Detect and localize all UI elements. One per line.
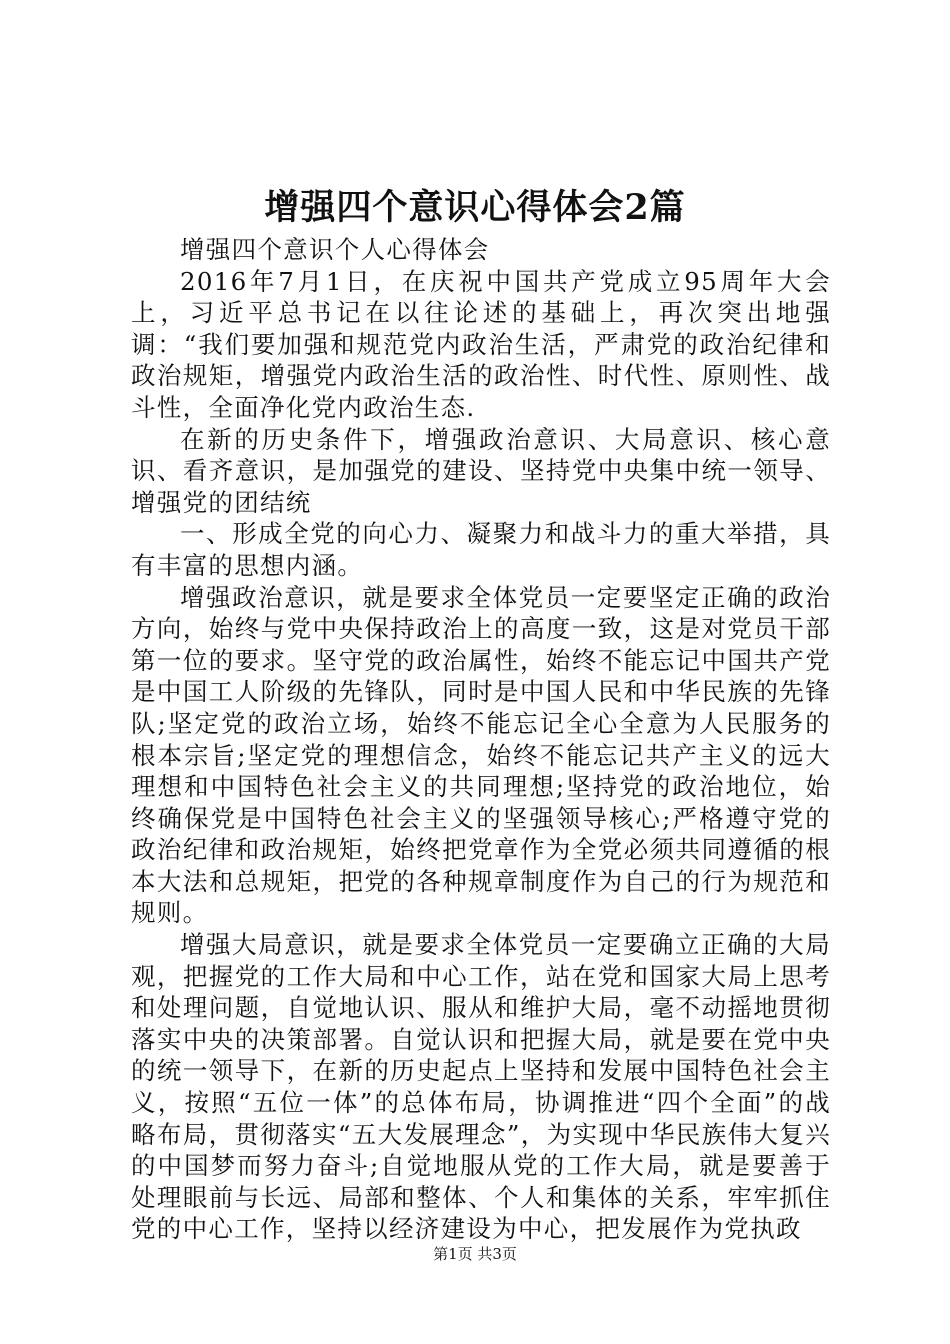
paragraph: 一、形成全党的向心力、凝聚力和战斗力的重大举措，具有丰富的思想内涵。 [131, 519, 831, 580]
document-body [131, 234, 831, 1245]
page-number-footer: 第1页 共3页 [433, 1245, 517, 1263]
paragraph-subtitle: 增强四个意识个人心得体会 [180, 235, 490, 264]
paragraph: 增强政治意识，就是要求全体党员一定要坚定正确的政治方向，始终与党中央保持政治上的高度一致，这是对党员干部第一位的要求。坚守党的政治属性，始终不能忘记中国共产党是中国工人阶级的先锋队，同时是中国人民和中华民族的先锋队;坚定党的政治立场，始终不能忘记全心全意为人民服务的根本宗旨;坚定党的理想信念，始终不能忘记共产主义的远大理想和中国特色社会主义的共同理想;坚持党的政治地位，始终确保党是中国特色社会主义的坚强领导核心;严格遵守党的政治纪律和政治规矩，始终把党章作为全党必须共同遵循的根本大法和总规矩，把党的各种规章制度作为自己的行为规范和规则。 [131, 582, 831, 928]
paragraph: 在新的历史条件下，增强政治意识、大局意识、核心意识、看齐意识，是加强党的建设、坚持党中央集中统一领导、增强党的团结统 [131, 424, 831, 517]
document-title: 增强四个意识心得体会2篇 [264, 187, 686, 228]
paragraph: 增强大局意识，就是要求全体党员一定要确立正确的大局观，把握党的工作大局和中心工作，站在党和国家大局上思考和处理问题，自觉地认识、服从和维护大局，毫不动摇地贯彻落实中央的决策部署。自觉认识和把握大局，就是要在党中央的统一领导下，在新的历史起点上坚持和发展中国特色社会主义，按照“五位一体”的总体布局，协调推进“四个全面”的战略布局，贯彻落实“五大发展理念”，为实现中华民族伟大复兴的中国梦而努力奋斗;自觉地服从党的工作大局，就是要善于处理眼前与长远、局部和整体、个人和集体的关系，牢牢抓住党的中心工作，坚持以经济建设为中心，把发展作为党执政 [131, 930, 831, 1244]
paragraph: 2016年7月1日，在庆祝中国共产党成立95周年大会上，习近平总书记在以往论述的基础上，再次突出地强调：“我们要加强和规范党内政治生活，严肃党的政治纪律和政治规矩，增强党内政治生活的政治性、时代性、原则性、战斗性，全面净化党内政治生态. [131, 266, 831, 422]
